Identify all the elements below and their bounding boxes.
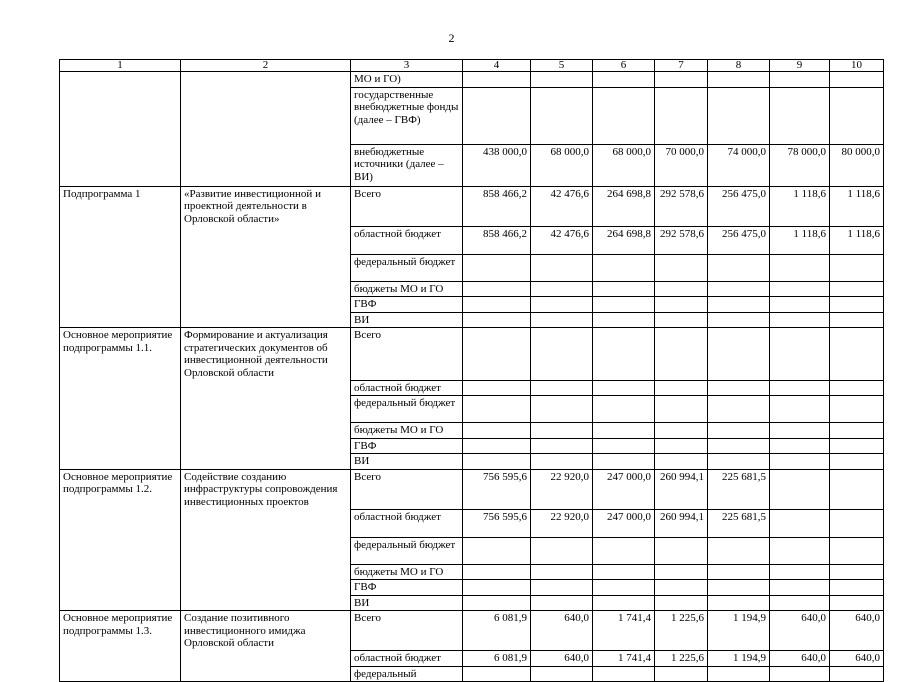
table-row [60, 580, 884, 596]
program-description-cell [181, 144, 351, 186]
amount-cell [830, 380, 884, 396]
amount-cell [830, 396, 884, 423]
amount-cell: 256 475,0 [708, 226, 770, 254]
amount-cell [655, 666, 708, 682]
program-description-cell [181, 226, 351, 254]
funding-source-cell: федеральный бюджет [351, 396, 463, 423]
amount-cell: 1 194,9 [708, 651, 770, 667]
funding-source-cell: бюджеты МО и ГО [351, 423, 463, 439]
amount-cell [708, 380, 770, 396]
amount-cell [655, 537, 708, 564]
amount-cell [830, 537, 884, 564]
amount-cell [593, 281, 655, 297]
amount-cell [593, 595, 655, 611]
amount-cell [708, 580, 770, 596]
amount-cell [830, 509, 884, 537]
amount-cell [655, 564, 708, 580]
amount-cell [708, 438, 770, 454]
program-name-cell [60, 396, 181, 423]
amount-cell [531, 380, 593, 396]
column-header-8: 8 [708, 60, 770, 72]
amount-cell [593, 396, 655, 423]
amount-cell: 6 081,9 [463, 651, 531, 667]
funding-source-cell: областной бюджет [351, 380, 463, 396]
amount-cell [708, 595, 770, 611]
amount-cell [770, 87, 830, 144]
amount-cell: 80 000,0 [830, 144, 884, 186]
amount-cell [655, 72, 708, 88]
column-header-9: 9 [770, 60, 830, 72]
amount-cell [770, 72, 830, 88]
program-name-cell [60, 537, 181, 564]
amount-cell: 640,0 [531, 611, 593, 651]
amount-cell [770, 537, 830, 564]
program-description-cell [181, 297, 351, 313]
amount-cell [463, 423, 531, 439]
table-row [60, 469, 884, 509]
table-row [60, 312, 884, 328]
amount-cell [593, 580, 655, 596]
program-name-cell [60, 509, 181, 537]
amount-cell [708, 396, 770, 423]
amount-cell [830, 469, 884, 509]
amount-cell [770, 666, 830, 682]
amount-cell [655, 328, 708, 381]
funding-source-cell: ВИ [351, 312, 463, 328]
amount-cell [770, 509, 830, 537]
table-row [60, 380, 884, 396]
table-row [60, 144, 884, 186]
amount-cell [830, 312, 884, 328]
program-name-cell [60, 580, 181, 596]
amount-cell: 1 118,6 [770, 226, 830, 254]
amount-cell [655, 281, 708, 297]
program-name-cell [60, 254, 181, 281]
funding-source-cell: Всего [351, 469, 463, 509]
amount-cell [531, 254, 593, 281]
amount-cell [830, 666, 884, 682]
amount-cell: 42 476,6 [531, 186, 593, 226]
table-row [60, 666, 884, 682]
amount-cell [463, 666, 531, 682]
table-row [60, 423, 884, 439]
table-row [60, 72, 884, 88]
amount-cell [531, 438, 593, 454]
amount-cell [830, 564, 884, 580]
program-description-cell [181, 72, 351, 88]
table-row [60, 297, 884, 313]
program-name-cell [60, 454, 181, 470]
amount-cell: 640,0 [531, 651, 593, 667]
table-row [60, 226, 884, 254]
program-description-cell [181, 509, 351, 537]
amount-cell: 1 118,6 [830, 226, 884, 254]
column-header-6: 6 [593, 60, 655, 72]
table-row [60, 186, 884, 226]
amount-cell [830, 72, 884, 88]
program-description-cell [181, 281, 351, 297]
amount-cell: 438 000,0 [463, 144, 531, 186]
funding-source-cell: федеральный [351, 666, 463, 682]
amount-cell [770, 564, 830, 580]
column-header-10: 10 [830, 60, 884, 72]
program-description-cell: «Развитие инвестиционной и проектной деятельности в Орловской области» [181, 186, 351, 226]
amount-cell [593, 297, 655, 313]
amount-cell [463, 438, 531, 454]
funding-source-cell: МО и ГО) [351, 72, 463, 88]
program-description-cell [181, 423, 351, 439]
program-name-cell [60, 380, 181, 396]
amount-cell [531, 281, 593, 297]
column-header-4: 4 [463, 60, 531, 72]
amount-cell [830, 454, 884, 470]
amount-cell [531, 580, 593, 596]
table-header-row [60, 60, 884, 72]
amount-cell [463, 595, 531, 611]
program-name-cell [60, 297, 181, 313]
amount-cell [531, 72, 593, 88]
amount-cell [593, 254, 655, 281]
amount-cell [770, 595, 830, 611]
table-row [60, 454, 884, 470]
amount-cell [655, 454, 708, 470]
amount-cell: 260 994,1 [655, 509, 708, 537]
amount-cell [593, 312, 655, 328]
amount-cell [593, 72, 655, 88]
amount-cell [655, 396, 708, 423]
table-row [60, 611, 884, 651]
amount-cell [830, 297, 884, 313]
program-name-cell: Основное мероприятие подпрограммы 1.1. [60, 328, 181, 381]
program-name-cell [60, 87, 181, 144]
amount-cell: 22 920,0 [531, 509, 593, 537]
program-description-cell [181, 396, 351, 423]
amount-cell: 1 225,6 [655, 611, 708, 651]
amount-cell [531, 666, 593, 682]
amount-cell [830, 423, 884, 439]
amount-cell [770, 454, 830, 470]
table-row [60, 564, 884, 580]
funding-source-cell: государственные внебюджетные фонды (далее – ГВФ) [351, 87, 463, 144]
amount-cell [593, 454, 655, 470]
amount-cell [593, 87, 655, 144]
table-row [60, 651, 884, 667]
amount-cell: 264 698,8 [593, 226, 655, 254]
amount-cell [463, 72, 531, 88]
table-row [60, 396, 884, 423]
amount-cell: 74 000,0 [708, 144, 770, 186]
amount-cell [708, 666, 770, 682]
amount-cell [655, 254, 708, 281]
amount-cell [463, 87, 531, 144]
amount-cell [708, 564, 770, 580]
amount-cell [531, 423, 593, 439]
funding-source-cell: бюджеты МО и ГО [351, 564, 463, 580]
program-name-cell [60, 312, 181, 328]
amount-cell [708, 87, 770, 144]
program-description-cell [181, 254, 351, 281]
amount-cell [531, 396, 593, 423]
amount-cell [463, 297, 531, 313]
program-name-cell [60, 564, 181, 580]
funding-source-cell: бюджеты МО и ГО [351, 281, 463, 297]
amount-cell: 70 000,0 [655, 144, 708, 186]
amount-cell: 640,0 [830, 651, 884, 667]
amount-cell: 292 578,6 [655, 226, 708, 254]
column-header-5: 5 [531, 60, 593, 72]
amount-cell [770, 469, 830, 509]
amount-cell [531, 297, 593, 313]
funding-source-cell: ВИ [351, 595, 463, 611]
amount-cell [770, 328, 830, 381]
program-name-cell [60, 423, 181, 439]
amount-cell [708, 537, 770, 564]
amount-cell [593, 328, 655, 381]
amount-cell [708, 423, 770, 439]
program-description-cell [181, 438, 351, 454]
amount-cell: 225 681,5 [708, 469, 770, 509]
amount-cell: 1 194,9 [708, 611, 770, 651]
amount-cell [655, 380, 708, 396]
table-row [60, 509, 884, 537]
amount-cell: 264 698,8 [593, 186, 655, 226]
amount-cell: 640,0 [770, 611, 830, 651]
program-name-cell [60, 438, 181, 454]
amount-cell [770, 254, 830, 281]
amount-cell [463, 328, 531, 381]
program-description-cell: Создание позитивного инвестиционного имиджа Орловской области [181, 611, 351, 651]
amount-cell [830, 87, 884, 144]
funding-source-cell: федеральный бюджет [351, 537, 463, 564]
amount-cell [531, 564, 593, 580]
program-description-cell [181, 380, 351, 396]
amount-cell [770, 297, 830, 313]
program-description-cell [181, 595, 351, 611]
amount-cell [770, 580, 830, 596]
program-name-cell [60, 281, 181, 297]
amount-cell [655, 595, 708, 611]
funding-source-cell: ВИ [351, 454, 463, 470]
amount-cell: 78 000,0 [770, 144, 830, 186]
amount-cell [463, 454, 531, 470]
amount-cell [531, 312, 593, 328]
amount-cell [463, 254, 531, 281]
amount-cell: 260 994,1 [655, 469, 708, 509]
amount-cell [593, 537, 655, 564]
program-description-cell [181, 580, 351, 596]
amount-cell: 42 476,6 [531, 226, 593, 254]
table-row [60, 281, 884, 297]
amount-cell [655, 312, 708, 328]
column-header-3: 3 [351, 60, 463, 72]
table-row [60, 87, 884, 144]
program-description-cell [181, 666, 351, 682]
amount-cell: 256 475,0 [708, 186, 770, 226]
amount-cell [655, 438, 708, 454]
amount-cell: 22 920,0 [531, 469, 593, 509]
funding-source-cell: Всего [351, 611, 463, 651]
table-row [60, 328, 884, 381]
program-name-cell [60, 72, 181, 88]
amount-cell [531, 454, 593, 470]
amount-cell [770, 396, 830, 423]
program-description-cell [181, 87, 351, 144]
amount-cell [830, 254, 884, 281]
program-name-cell [60, 666, 181, 682]
column-header-7: 7 [655, 60, 708, 72]
program-name-cell [60, 226, 181, 254]
amount-cell [531, 87, 593, 144]
program-description-cell [181, 312, 351, 328]
amount-cell [708, 254, 770, 281]
funding-source-cell: областной бюджет [351, 509, 463, 537]
amount-cell: 1 118,6 [830, 186, 884, 226]
amount-cell [770, 312, 830, 328]
amount-cell [593, 438, 655, 454]
amount-cell [708, 328, 770, 381]
amount-cell: 858 466,2 [463, 226, 531, 254]
funding-source-cell: Всего [351, 186, 463, 226]
amount-cell [655, 580, 708, 596]
funding-source-cell: внебюджетные источники (далее – ВИ) [351, 144, 463, 186]
amount-cell [770, 423, 830, 439]
amount-cell: 6 081,9 [463, 611, 531, 651]
amount-cell [593, 666, 655, 682]
amount-cell: 68 000,0 [531, 144, 593, 186]
funding-source-cell: Всего [351, 328, 463, 381]
amount-cell [708, 312, 770, 328]
amount-cell [463, 537, 531, 564]
amount-cell [830, 281, 884, 297]
program-description-cell [181, 454, 351, 470]
amount-cell [593, 380, 655, 396]
funding-source-cell: ГВФ [351, 297, 463, 313]
funding-source-cell: ГВФ [351, 580, 463, 596]
table-row [60, 438, 884, 454]
program-description-cell [181, 537, 351, 564]
amount-cell: 1 741,4 [593, 651, 655, 667]
amount-cell [830, 595, 884, 611]
amount-cell: 1 225,6 [655, 651, 708, 667]
program-name-cell: Основное мероприятие подпрограммы 1.2. [60, 469, 181, 509]
amount-cell: 247 000,0 [593, 509, 655, 537]
column-header-1: 1 [60, 60, 181, 72]
amount-cell [463, 281, 531, 297]
funding-source-cell: областной бюджет [351, 651, 463, 667]
program-name-cell [60, 595, 181, 611]
page-number: 2 [448, 31, 455, 45]
amount-cell [830, 328, 884, 381]
funding-source-cell: федеральный бюджет [351, 254, 463, 281]
amount-cell: 292 578,6 [655, 186, 708, 226]
amount-cell [655, 87, 708, 144]
amount-cell: 858 466,2 [463, 186, 531, 226]
amount-cell [463, 564, 531, 580]
amount-cell: 756 595,6 [463, 469, 531, 509]
amount-cell [463, 396, 531, 423]
table-row [60, 254, 884, 281]
amount-cell [708, 281, 770, 297]
amount-cell [708, 297, 770, 313]
amount-cell [708, 454, 770, 470]
amount-cell [830, 580, 884, 596]
amount-cell: 756 595,6 [463, 509, 531, 537]
program-description-cell [181, 651, 351, 667]
amount-cell [770, 281, 830, 297]
program-description-cell: Формирование и актуализация стратегических документов об инвестиционной деятельности Орловской области [181, 328, 351, 381]
amount-cell: 640,0 [770, 651, 830, 667]
amount-cell: 1 741,4 [593, 611, 655, 651]
amount-cell [708, 72, 770, 88]
amount-cell: 247 000,0 [593, 469, 655, 509]
table-row [60, 537, 884, 564]
program-name-cell: Подпрограмма 1 [60, 186, 181, 226]
program-name-cell [60, 651, 181, 667]
amount-cell [655, 423, 708, 439]
funding-source-cell: ГВФ [351, 438, 463, 454]
amount-cell [531, 328, 593, 381]
amount-cell [655, 297, 708, 313]
program-name-cell: Основное мероприятие подпрограммы 1.3. [60, 611, 181, 651]
budget-table [59, 59, 884, 682]
amount-cell [463, 312, 531, 328]
program-name-cell [60, 144, 181, 186]
amount-cell: 68 000,0 [593, 144, 655, 186]
amount-cell [463, 380, 531, 396]
amount-cell: 640,0 [830, 611, 884, 651]
table-row [60, 595, 884, 611]
amount-cell: 225 681,5 [708, 509, 770, 537]
amount-cell [593, 564, 655, 580]
amount-cell [770, 380, 830, 396]
amount-cell [531, 537, 593, 564]
amount-cell [593, 423, 655, 439]
amount-cell [830, 438, 884, 454]
program-description-cell [181, 564, 351, 580]
funding-source-cell: областной бюджет [351, 226, 463, 254]
amount-cell [531, 595, 593, 611]
program-description-cell: Содействие созданию инфраструктуры сопровождения инвестиционных проектов [181, 469, 351, 509]
amount-cell [770, 438, 830, 454]
amount-cell: 1 118,6 [770, 186, 830, 226]
column-header-2: 2 [181, 60, 351, 72]
amount-cell [463, 580, 531, 596]
